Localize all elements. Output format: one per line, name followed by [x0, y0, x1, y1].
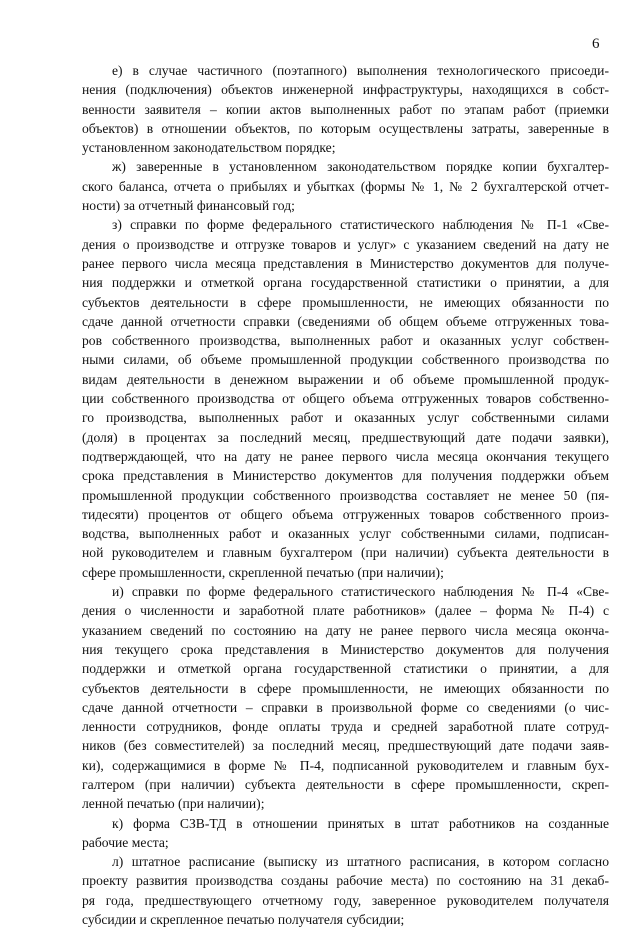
text-line: срока представления в Министерство документов для получения поддержки объем — [82, 468, 609, 484]
paragraph-z — [82, 215, 609, 582]
text-line: л) штатное расписание (выписку из штатного расписания, в котором согласно — [112, 854, 609, 870]
text-line: субъектов деятельности в сфере промышленности, не имеющих обязанности по — [82, 294, 609, 310]
text-line: галтером (при наличии) субъекта деятельности в сфере промышленности, скреп- — [82, 776, 609, 792]
text-line: ров собственного производства, выполненных работ и оказанных услуг собствен- — [82, 333, 609, 349]
text-line: ки), содержащимися в форме № П-4, подписанной руководителем и главным бух- — [82, 757, 609, 773]
text-line: рабочие места; — [82, 834, 169, 850]
text-line: субъектов деятельности в сфере промышленности, не имеющих обязанности по — [82, 680, 609, 696]
text-line: указанием сведений по состоянию на дату не ранее первого числа месяца оконча- — [82, 622, 609, 638]
text-line: дения о производстве и отгрузке товаров и услуг» с указанием сведений на дату не — [82, 236, 609, 252]
text-line: и) справки по форме федерального статистического наблюдения № П-4 «Све- — [112, 584, 609, 600]
paragraph-zh — [82, 157, 609, 215]
text-line: венности заявителя – копии актов выполненных работ по этапам работ (приемки — [82, 101, 609, 117]
text-line: сфере промышленности, скрепленной печатью (при наличии); — [82, 564, 444, 580]
text-line: е) в случае частичного (поэтапного) выполнения технологического присоеди- — [112, 63, 609, 78]
text-line: з) справки по форме федерального статистического наблюдения № П-1 «Све- — [112, 217, 609, 233]
text-line: ными силами, об объеме промышленной продукции собственного производства по — [82, 352, 609, 368]
paragraph-k — [82, 814, 609, 853]
text-line: сдаче данной отчетности – справки в произвольной форме со сведениями (о чис- — [82, 699, 609, 715]
text-line: ников (без совместителей) за последний месяц, предшествующий дате подачи заяв- — [82, 738, 609, 754]
text-line: сдаче данной отчетности справки (сведениями об общем объеме отгруженных това- — [82, 313, 609, 329]
text-line: промышленной продукции собственного производства составляет не менее 50 (пя- — [82, 487, 609, 503]
page-number: 6 — [592, 36, 600, 52]
text-line: видам деятельности в денежном выражении и об объеме промышленной продук- — [82, 371, 609, 387]
text-line: установленном законодательством порядке; — [82, 140, 336, 156]
text-line: ности) за отчетный финансовый год; — [82, 198, 295, 214]
text-line: ции собственного производства от общего объема отгруженных товаров собственно- — [82, 391, 609, 407]
paragraph-l — [82, 852, 609, 929]
text-line: проекту развития производства созданы рабочие места) по состоянию на 31 декаб- — [82, 873, 609, 889]
text-line: ранее первого числа месяца представления в Министерство документов для получе- — [82, 255, 609, 271]
text-line: к) форма СЗВ-ТД в отношении принятых в штат работников на созданные — [112, 815, 609, 831]
text-line: ря года, предшествующего отчетному году, заверенное руководителем получателя — [82, 892, 609, 908]
text-line: объектов) в отношении объектов, по которым осуществлены затраты, заверенные в — [82, 120, 609, 136]
text-line: нения (подключения) объектов инженерной инфраструктуры, находящихся в собст- — [82, 82, 609, 98]
text-line: дения о численности и заработной плате работников» (далее – форма № П-4) с — [82, 603, 609, 619]
text-line: ского баланса, отчета о прибылях и убытках (формы № 1, № 2 бухгалтерской отчет- — [82, 178, 609, 194]
text-line: ленной печатью (при наличии); — [82, 796, 265, 812]
text-line: субсидии и скрепленное печатью получателя субсидии; — [82, 912, 405, 928]
text-line: го производства, выполненных работ и оказанных услуг собственными силами — [82, 410, 609, 426]
text-line: поддержки и отметкой органа государственной статистики о принятии, а для — [82, 661, 609, 677]
text-line: ной руководителем и главным бухгалтером (при наличии) субъекта деятельности в — [82, 545, 609, 561]
text-line: водства, выполненных работ и оказанных услуг собственными силами, подписан- — [82, 526, 609, 542]
text-line: ленности сотрудников, фонде оплаты труда и средней заработной плате сотруд- — [82, 719, 609, 735]
text-line: (доля) в процентах за последний месяц, предшествующий дате подачи заявки), — [82, 429, 609, 445]
text-line: ния поддержки и отметкой органа государственной статистики о принятии, а для — [82, 275, 609, 291]
text-line: подтверждающей, что на дату не ранее первого числа месяца окончания текущего — [82, 448, 609, 464]
text-line: ж) заверенные в установленном законодательством порядке копии бухгалтер- — [112, 159, 609, 175]
text-line: тидесяти) процентов от общего объема отгруженных товаров собственного произ- — [82, 506, 609, 522]
paragraph-e — [82, 61, 609, 157]
text-line: ния текущего срока представления в Министерство документов для получения — [82, 641, 609, 657]
document-body — [82, 61, 609, 929]
paragraph-i — [82, 582, 609, 814]
